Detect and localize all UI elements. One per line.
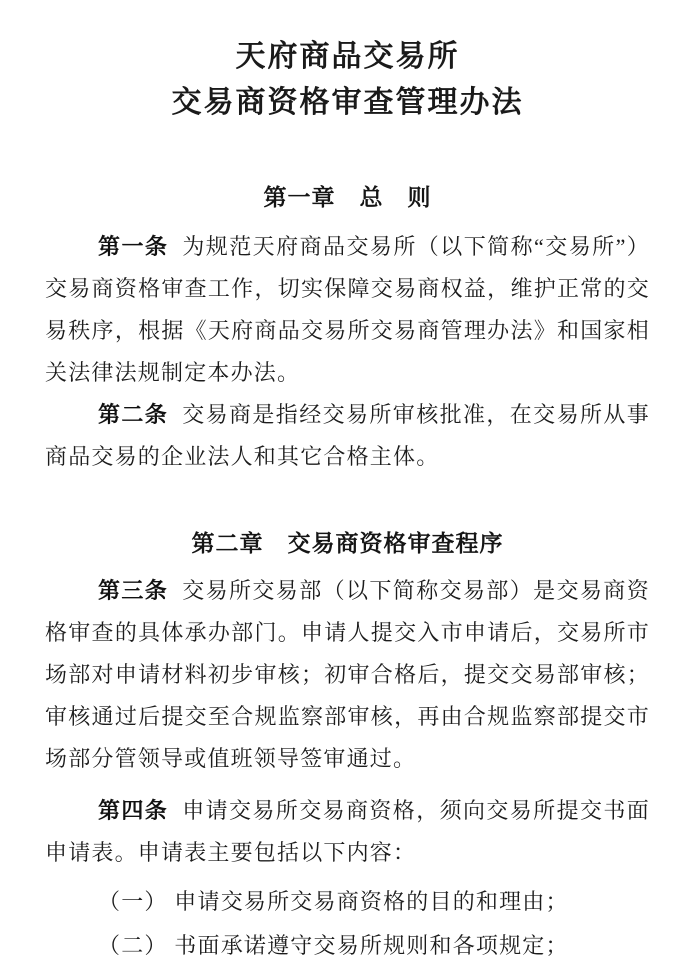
- article-3-label: 第三条: [98, 578, 169, 603]
- document-title-line-2: 交易商资格审查管理办法: [171, 86, 524, 119]
- article-4-label: 第四条: [98, 798, 169, 823]
- list-item-1: （一） 申请交易所交易商资格的目的和理由；: [98, 889, 569, 914]
- article-1: [45, 226, 650, 394]
- article-4: [45, 790, 650, 874]
- article-4-text: 申请交易所交易商资格，须向交易所提交书面申请表。申请表主要包括以下内容：: [45, 798, 650, 865]
- chapter-1-heading: 第一章 总 则: [263, 184, 432, 210]
- chapter-2-heading: 第二章 交易商资格审查程序: [191, 530, 504, 556]
- list-item-2: （二） 书面承诺遵守交易所规则和各项规定；: [98, 933, 569, 958]
- article-2-label: 第二条: [98, 402, 169, 427]
- chapter-2-body: [45, 570, 650, 964]
- article-2-text: 交易商是指经交易所审核批准，在交易所从事商品交易的企业法人和其它合格主体。: [45, 402, 650, 469]
- article-4-item-list: [45, 880, 650, 964]
- article-1-label: 第一条: [98, 234, 169, 259]
- document-title: [45, 34, 650, 126]
- article-1-text: 为规范天府商品交易所（以下简称“交易所”）交易商资格审查工作，切实保障交易商权益，维护正常的交易秩序，根据《天府商品交易所交易商管理办法》和国家相关法律法规制定本办法。: [45, 234, 650, 385]
- article-2: [45, 394, 650, 478]
- document-title-line-1: 天府商品交易所: [235, 40, 460, 73]
- chapter-1-body: [45, 226, 650, 478]
- article-3-text: 交易所交易部（以下简称交易部）是交易商资格审查的具体承办部门。申请人提交入市申请后，交易所市场部对申请材料初步审核；初审合格后，提交交易部审核；审核通过后提交至合规监察部审核，再由合规监察部提交市场部分管领导或值班领导签审通过。: [45, 578, 650, 771]
- article-3: [45, 570, 650, 780]
